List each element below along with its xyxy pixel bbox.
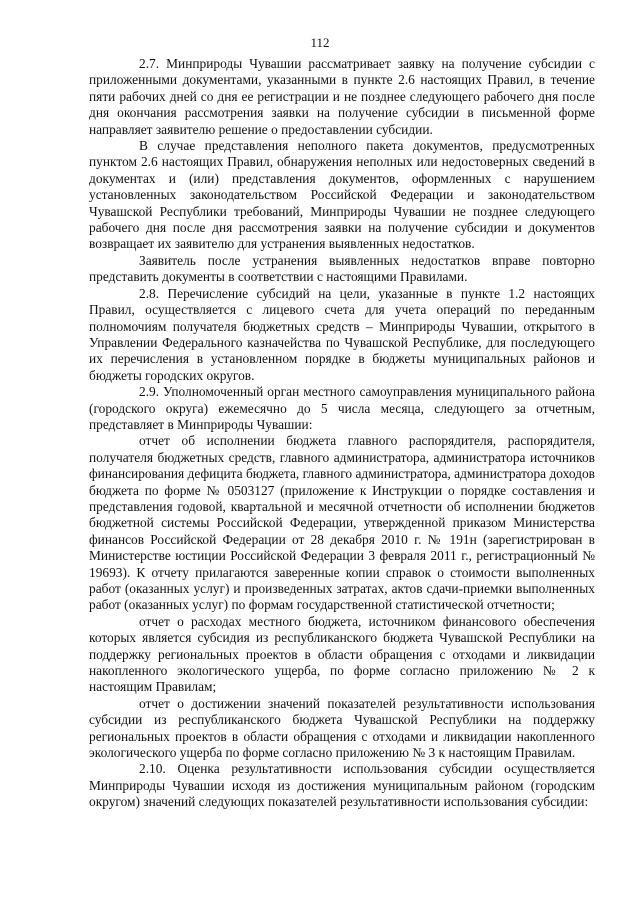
paragraph-incomplete-documents: В случае представления неполного пакета документов, предусмотренных пунктом 2.6 настоящих Правил, обнаружения неполных или недостоверных сведений в документах и (или) представления документов, оформленных с нарушением установленных законодательством Российской Федерации и законодательством Чувашской Республики требований, Минприроды Чувашии не позднее следующего рабочего дня после дня рассмотрения заявки на получение субсидии и документов возвращает их заявителю для устранения выявленных недостатков. — [89, 138, 595, 252]
paragraph-2-9: 2.9. Уполномоченный орган местного самоуправления муниципального района (городского округа) ежемесячно до 5 числа месяца, следующего за отчетным, представляет в Минприроды Чувашии: — [89, 384, 595, 432]
paragraph-budget-report: отчет об исполнении бюджета главного распорядителя, распорядителя, получателя бюджетных средств, главного администратора, администратора источников финансирования дефицита бюджета, главного администратора, администратора доходов бюджета по форме № 0503127 (приложение к Инструкции о порядке составления и представления годовой, квартальной и месячной отчетности об исполнении бюджетов бюджетной системы Российской Федерации, утвержденной приказом Министерства финансов Российской Федерации от 28 декабря 2010 г. № 191н (зарегистрирован в Министерстве юстиции Российской Федерации 3 февраля 2011 г., регистрационный № 19693). К отчету прилагаются заверенные копии справок о стоимости выполненных работ (оказанных услуг) и произведенных затратах, актов сдачи-приемки выполненных работ (оказанных услуг) по формам государственной статистической отчетности; — [89, 433, 595, 613]
paragraph-2-7: 2.7. Минприроды Чувашии рассматривает заявку на получение субсидии с приложенными документами, указанными в пункте 2.6 настоящих Правил, в течение пяти рабочих дней со дня ее регистрации и не позднее следующего рабочего дня после дня окончания рассмотрения заявки на получение субсидии в письменной форме направляет заявителю решение о предоставлении субсидии. — [89, 56, 595, 137]
page-number: 112 — [310, 35, 330, 50]
paragraph-2-8: 2.8. Перечисление субсидий на цели, указанные в пункте 1.2 настоящих Правил, осуществляется с лицевого счета для учета операций по переданным полномочиям получателя бюджетных средств – Минприроды Чувашии, открытого в Управлении Федерального казначейства по Чувашской Республике, для последующего их перечисления в установленном порядке в бюджеты муниципальных районов и бюджеты городских округов. — [89, 285, 595, 383]
document-body — [89, 56, 595, 811]
paragraph-indicator-report: отчет о достижении значений показателей результативности использования субсидии из республиканского бюджета Чувашской Республики на поддержку региональных проектов в области обращения с отходами и ликвидации накопленного экологического ущерба по форме согласно приложению № 3 к настоящим Правилам. — [89, 695, 595, 761]
paragraph-2-10: 2.10. Оценка результативности использования субсидии осуществляется Минприроды Чувашии исходя из достижения муниципальным районом (городским округом) значений следующих показателей результативности использования субсидии: — [89, 761, 595, 810]
paragraph-expense-report: отчет о расходах местного бюджета, источником финансового обеспечения которых является субсидия из республиканского бюджета Чувашской Республики на поддержку региональных проектов в области обращения с отходами и ликвидации накопленного экологического ущерба, по форме согласно приложению № 2 к настоящим Правилам; — [89, 613, 595, 695]
paragraph-resubmission: Заявитель после устранения выявленных недостатков вправе повторно представить документы в соответствии с настоящими Правилами. — [89, 252, 595, 285]
